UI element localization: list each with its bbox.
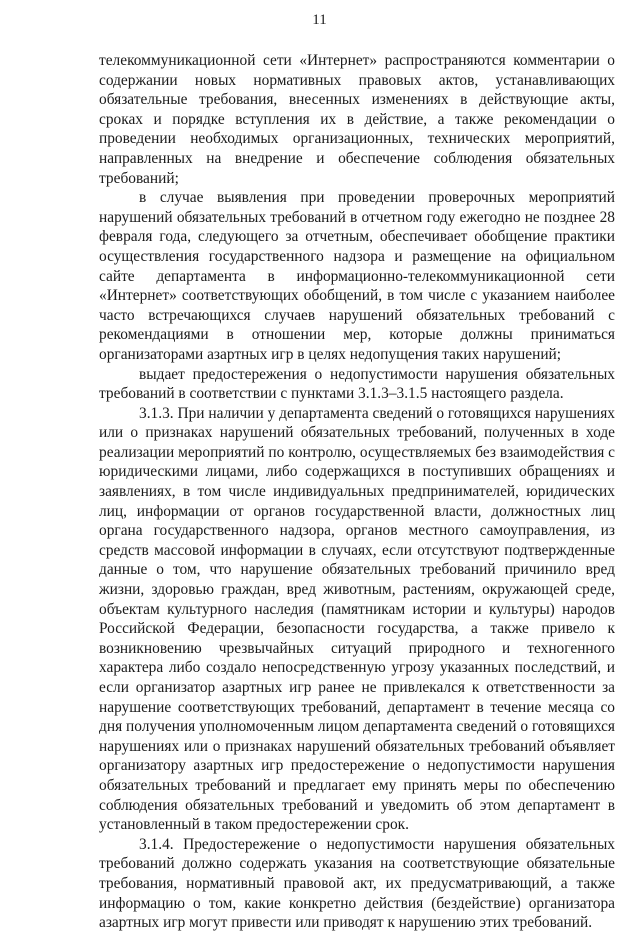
paragraph-3-1-3: 3.1.3. При наличии у департамента сведений о готовящихся нарушениях или о признаках нарушений обязательных требований, полученных в ходе реализации мероприятий по контролю, осуществляемых без взаимодействия с юридическими лицами, либо содержащихся в поступивших обращениях и заявлениях, в том числе индивидуальных предпринимателей, юридических лиц, информации от органов государственной власти, должностных лиц органа государственного надзора, органов местного самоуправления, из средств массовой информации в случаях, если отсутствуют подтвержденные данные о том, что нарушение обязательных требований причинило вред жизни, здоровью граждан, вред животным, растениям, окружающей среде, объектам культурного наследия (памятникам истории и культуры) народов Российской Федерации, безопасности государства, а также привело к возникновению чрезвычайных ситуаций природного и техногенного характера либо создало непосредственную угрозу указанных последствий, и если организатор азартных игр ранее не привлекался к ответственности за нарушение соответствующих требований, департамент в течение месяца со дня получения уполномоченным лицом департамента сведений о готовящихся нарушениях или о признаках нарушений обязательных требований объявляет организатору азартных игр предостережение о недопустимости нарушения обязательных требований и предлагает ему принять меры по обеспечению соблюдения обязательных требований и уведомить об этом департамент в установленный в таком предостережении срок.	[99, 404, 615, 834]
page-number: 11	[312, 12, 327, 28]
paragraph-violations-summary: в случае выявления при проведении проверочных мероприятий нарушений обязательных требований в отчетном году ежегодно не позднее 28 февраля года, следующего за отчетным, обеспечивает обобщение практики осуществления государственного надзора и размещение на официальном сайте департамента в информационно-телекоммуникационной сети «Интернет» соответствующих обобщений, в том числе с указанием наиболее часто встречающихся случаев нарушений обязательных требований с рекомендациями в отношении мер, которые должны приниматься организаторами азартных игр в целях недопущения таких нарушений;	[99, 189, 615, 363]
document-body	[99, 51, 615, 933]
paragraph-continuation: телекоммуникационной сети «Интернет» распространяются комментарии о содержании новых нормативных правовых актов, устанавливающих обязательные требования, внесенных изменениях в действующие акты, сроках и порядке вступления их в действие, а также рекомендации о проведении необходимых организационных, технических мероприятий, направленных на внедрение и обеспечение соблюдения обязательных требований;	[99, 52, 615, 187]
paragraph-warnings: выдает предостережения о недопустимости нарушения обязательных требований в соответствии с пунктами 3.1.3–3.1.5 настоящего раздела.	[99, 365, 615, 403]
paragraph-3-1-4: 3.1.4. Предостережение о недопустимости нарушения обязательных требований должно содержать указания на соответствующие обязательные требования, нормативный правовой акт, их предусматривающий, а также информацию о том, какие конкретно действия (бездействие) организатора азартных игр могут привести или приводят к нарушению этих требований.	[99, 835, 615, 932]
